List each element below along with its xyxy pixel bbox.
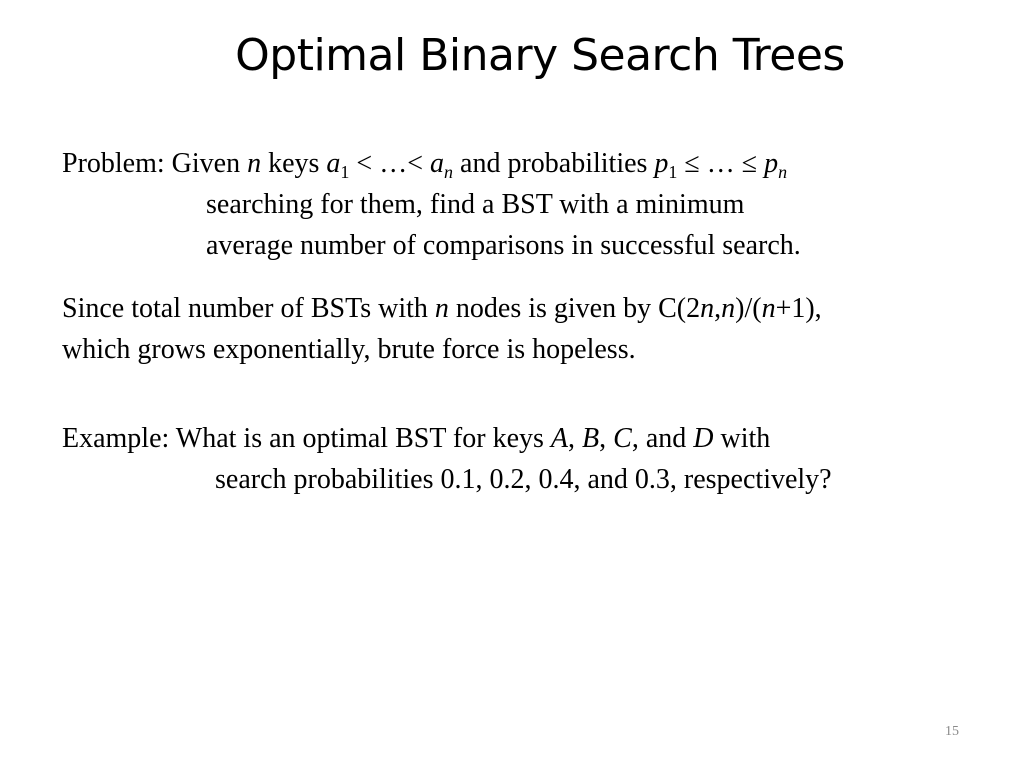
since-line-2: which grows exponentially, brute force is hopeless. xyxy=(62,334,636,365)
key-c: C xyxy=(613,423,632,454)
example-text: with xyxy=(713,423,771,454)
since-text: nodes is given by C(2 xyxy=(448,293,701,324)
example-text: Example: What is an optimal BST for keys xyxy=(62,423,551,454)
example-text: , xyxy=(599,423,614,454)
problem-line-2: searching for them, find a BST with a minimum xyxy=(206,189,745,220)
variable-p-n: p xyxy=(764,148,779,179)
problem-text: keys xyxy=(261,148,327,179)
since-text: , xyxy=(714,293,722,324)
subscript-n: n xyxy=(778,162,788,182)
since-text: )/( xyxy=(735,293,762,324)
example-text: , xyxy=(568,423,583,454)
variable-a: a xyxy=(326,148,341,179)
subscript-n: n xyxy=(444,162,454,182)
subscript-1: 1 xyxy=(340,162,350,182)
slide-number: 15 xyxy=(945,724,959,739)
key-d: D xyxy=(693,423,714,454)
subscript-1: 1 xyxy=(668,162,678,182)
key-a: A xyxy=(550,423,569,454)
problem-text: and probabilities xyxy=(453,148,655,179)
key-b: B xyxy=(582,423,600,454)
bst-count-statement xyxy=(62,288,822,370)
example-statement xyxy=(62,418,832,500)
slide-title: Optimal Binary Search Trees xyxy=(235,30,845,81)
variable-n: n xyxy=(721,293,736,324)
problem-line-3: average number of comparisons in successful search. xyxy=(206,230,801,261)
problem-text: Problem: Given xyxy=(62,148,248,179)
since-text: +1), xyxy=(775,293,822,324)
problem-line-1 xyxy=(62,143,801,184)
problem-text: ≤ … ≤ xyxy=(677,148,765,179)
example-line-1 xyxy=(62,418,832,459)
variable-n: n xyxy=(434,293,449,324)
since-line-1 xyxy=(62,288,822,329)
example-text: , and xyxy=(631,423,694,454)
variable-n: n xyxy=(247,148,262,179)
variable-n: n xyxy=(700,293,715,324)
example-line-2: search probabilities 0.1, 0.2, 0.4, and 0.3, respectively? xyxy=(215,464,832,495)
variable-n: n xyxy=(761,293,776,324)
problem-text: < …< xyxy=(349,148,431,179)
since-text: Since total number of BSTs with xyxy=(62,293,435,324)
problem-statement xyxy=(62,143,801,266)
variable-p: p xyxy=(654,148,669,179)
variable-a-n: a xyxy=(430,148,445,179)
